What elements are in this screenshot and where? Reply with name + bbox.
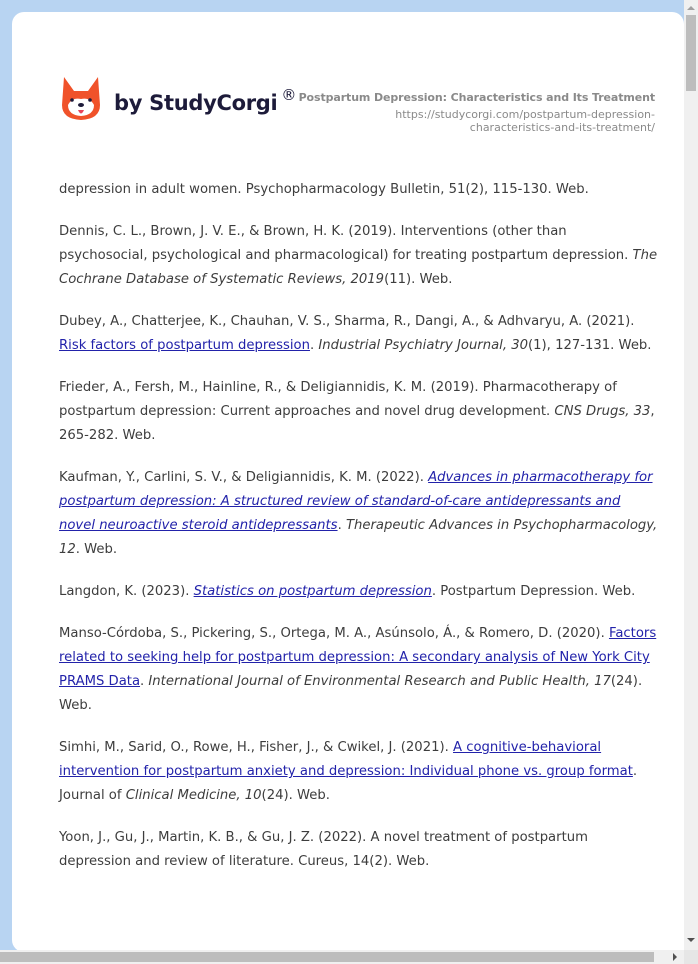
reference-text: depression in adult women. Psychopharmacology Bulletin, 51(2), 115-130. Web. [59, 182, 589, 197]
reference-text: . Web. [75, 542, 118, 557]
scroll-right-arrow-icon[interactable] [673, 953, 677, 961]
scroll-down-arrow-icon[interactable] [687, 938, 695, 942]
reference-text: . [309, 338, 319, 353]
document-url[interactable]: https://studycorgi.com/postpartum-depression- characteristics-and-its-treatment/ [395, 108, 655, 134]
scroll-up-arrow-icon[interactable] [687, 6, 695, 10]
reference-source: CNS Drugs, 33 [554, 404, 651, 419]
reference-text: Dennis, C. L., Brown, J. V. E., & Brown, H. K. (2019). Interventions (other than psychosocial, psychological and pharmacological) for treating postpartum depression. [59, 224, 633, 263]
vertical-scroll-thumb[interactable] [686, 15, 696, 91]
reference-list [59, 178, 659, 892]
reference-text: . [140, 674, 149, 689]
reference-text: (24). Web. [261, 788, 330, 803]
reference-text: , 265-282. Web. [59, 404, 655, 443]
reference-text: Manso-Córdoba, S., Pickering, S., Ortega, M. A., Asúnsolo, Á., & Romero, D. (2020). [59, 626, 609, 641]
reference-source: International Journal of Environmental Research and Public Health, 17 [148, 674, 611, 689]
document-title: Postpartum Depression: Characteristics and Its Treatment [298, 91, 655, 104]
reference-link[interactable]: Risk factors of postpartum depression [59, 338, 310, 353]
corgi-logo-icon [60, 75, 102, 121]
reference-text: (24). Web. [59, 674, 643, 713]
studycorgi-logo[interactable] [60, 75, 296, 121]
scrollbar-corner [684, 950, 698, 964]
reference-text: Langdon, K. (2023). [59, 584, 194, 599]
reference-entry [59, 736, 659, 808]
reference-link[interactable]: Statistics on postpartum depression [193, 584, 432, 599]
reference-entry [59, 178, 659, 202]
vertical-scrollbar[interactable] [684, 0, 698, 950]
reference-text: Dubey, A., Chatterjee, K., Chauhan, V. S., Sharma, R., Dangi, A., & Adhvaryu, A. (2021). [59, 314, 635, 329]
reference-entry [59, 466, 659, 562]
reference-text: (11). Web. [384, 272, 453, 287]
reference-source: The Cochrane Database of Systematic Reviews, 2019 [59, 248, 658, 287]
document-meta [299, 91, 655, 134]
reference-entry [59, 622, 659, 718]
reference-entry [59, 376, 659, 448]
reference-entry [59, 580, 659, 604]
reference-text: Simhi, M., Sarid, O., Rowe, H., Fisher, J., & Cwikel, J. (2021). [59, 740, 454, 755]
reference-entry [59, 310, 659, 358]
reference-text: (1), 127-131. Web. [528, 338, 652, 353]
reference-text: Yoon, J., Gu, J., Martin, K. B., & Gu, J. Z. (2022). A novel treatment of postpartum depression and review of literature. Cureus, 14(2). Web. [59, 830, 588, 869]
reference-source: Clinical Medicine, 10 [125, 788, 262, 803]
reference-link[interactable]: Factors related to seeking help for postpartum depression: A secondary analysis of New York City PRAMS Data [59, 626, 657, 689]
reference-link[interactable]: Advances in pharmacotherapy for postpartum depression: A structured review of standard-of-care antidepressants and novel neuroactive steroid antidepressants [59, 470, 653, 533]
reference-source: Therapeutic Advances in Psychopharmacology, 12 [59, 518, 658, 557]
reference-entry [59, 220, 659, 292]
brand-name: by StudyCorgi ® [114, 86, 297, 115]
page-header [12, 12, 684, 152]
reference-entry [59, 826, 659, 874]
reference-text: Kaufman, Y., Carlini, S. V., & Deligiannidis, K. M. (2022). [59, 470, 429, 485]
horizontal-scrollbar[interactable] [0, 950, 684, 964]
document-page [12, 12, 684, 952]
reference-link[interactable]: A cognitive-behavioral intervention for postpartum anxiety and depression: Individual phone vs. group format [59, 740, 633, 779]
reference-source: Industrial Psychiatry Journal, 30 [318, 338, 528, 353]
horizontal-scroll-thumb[interactable] [0, 952, 654, 962]
reference-text: . Journal of [59, 764, 638, 803]
reference-text: . [337, 518, 346, 533]
reference-text: Frieder, A., Fersh, M., Hainline, R., & Deligiannidis, K. M. (2019). Pharmacotherapy of postpartum depression: Current approaches and novel drug development. [59, 380, 617, 419]
reference-text: . Postpartum Depression. Web. [431, 584, 636, 599]
